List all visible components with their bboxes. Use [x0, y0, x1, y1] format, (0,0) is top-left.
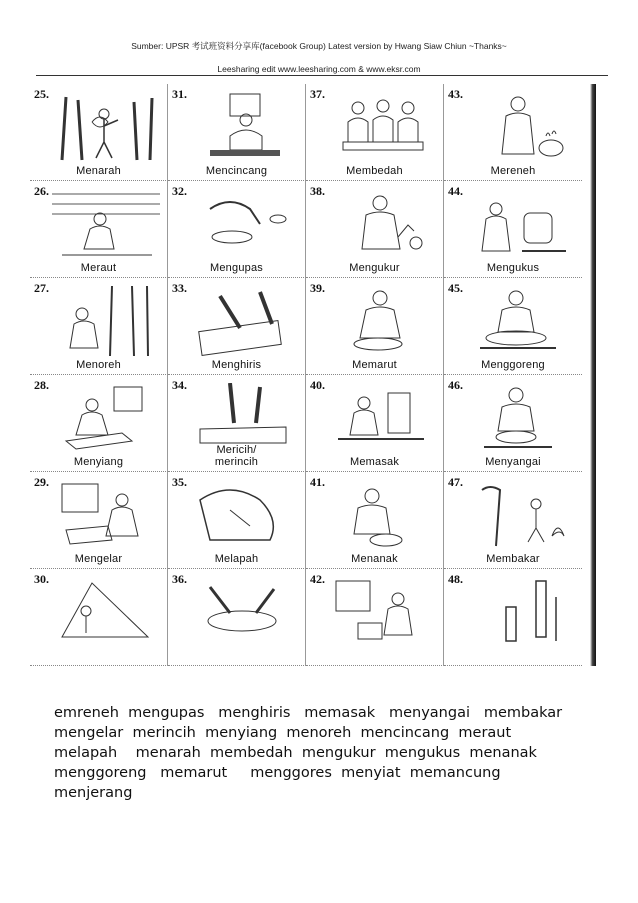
- man-whittling-icon: [52, 189, 160, 259]
- hands-plate-icon: [190, 577, 298, 647]
- question-number: 41.: [310, 475, 325, 489]
- picture-cell: [168, 569, 306, 666]
- picture-caption: Mengelar: [74, 553, 123, 565]
- picture-caption: Membedah: [346, 165, 403, 177]
- picture-caption: Memasak: [349, 456, 400, 468]
- picture-cell: [168, 375, 306, 472]
- boy-stove-icon: [328, 577, 436, 647]
- picture-cell: [30, 375, 168, 472]
- woman-kitchen-icon: [328, 383, 436, 453]
- woman-rice-pot-icon: [328, 480, 436, 550]
- word-bank-line: emreneh mengupas menghiris memasak menyangai membakar: [54, 705, 563, 721]
- picture-cell: [30, 472, 168, 569]
- trees-person-icon: [52, 92, 160, 162]
- picture-cell: [444, 375, 582, 472]
- question-number: 45.: [448, 281, 463, 295]
- picture-cell: [306, 472, 444, 569]
- picture-caption: Melapah: [214, 553, 259, 565]
- picture-cell: [306, 278, 444, 375]
- woman-pot-icon: [466, 92, 574, 162]
- picture-cell: [168, 181, 306, 278]
- picture-caption: Mengupas: [210, 262, 263, 274]
- butchering-icon: [190, 480, 298, 550]
- question-number: 42.: [310, 572, 325, 586]
- boy-tree-icon: [52, 577, 160, 647]
- website-credit-line: Leesharing edit www.leesharing.com & www.eksr.com: [217, 64, 421, 74]
- question-number: 43.: [448, 87, 463, 101]
- question-number: 28.: [34, 378, 49, 392]
- picture-cell: [306, 181, 444, 278]
- man-burning-icon: [466, 480, 574, 550]
- question-number: 46.: [448, 378, 463, 392]
- picture-cell: [306, 375, 444, 472]
- word-bank-line: mengelar merincih menyiang menoreh mencincang meraut: [54, 725, 512, 741]
- question-number: 31.: [172, 87, 187, 101]
- picture-grid: [30, 84, 582, 666]
- question-number: 33.: [172, 281, 187, 295]
- picture-cell: [444, 569, 582, 666]
- picture-cell: [444, 181, 582, 278]
- picture-caption: Mencincang: [205, 165, 268, 177]
- question-number: 27.: [34, 281, 49, 295]
- picture-caption: Menghiris: [211, 359, 262, 371]
- header-divider: [36, 75, 608, 76]
- question-number: 37.: [310, 87, 325, 101]
- question-number: 48.: [448, 572, 463, 586]
- surgeons-icon: [328, 92, 436, 162]
- woman-slicing-fish-icon: [52, 480, 160, 550]
- word-bank: [54, 703, 614, 803]
- source-credit-line: Sumber: UPSR 考试班资料分享库(facebook Group) Latest version by Hwang Siaw Chiun ~Thanks~: [131, 41, 507, 51]
- question-number: 32.: [172, 184, 187, 198]
- picture-caption: Mereneh: [490, 165, 536, 177]
- hands-slicing-icon: [190, 286, 298, 356]
- woman-cleaning-fish-icon: [52, 383, 160, 453]
- candles-icon: [466, 577, 574, 647]
- picture-cell: [306, 84, 444, 181]
- woman-grating-icon: [328, 189, 436, 259]
- hands-cutting-icon: [190, 383, 298, 453]
- question-number: 29.: [34, 475, 49, 489]
- question-number: 34.: [172, 378, 187, 392]
- woman-basin-icon: [328, 286, 436, 356]
- picture-caption: Menggoreng: [481, 359, 545, 371]
- picture-caption: Memarut: [352, 359, 397, 371]
- picture-cell: [444, 472, 582, 569]
- picture-caption: Meraut: [80, 262, 117, 274]
- picture-caption: Menyiang: [73, 456, 124, 468]
- question-number: 26.: [34, 184, 49, 198]
- picture-cell: [444, 84, 582, 181]
- picture-caption: Membakar: [486, 553, 540, 565]
- question-number: 25.: [34, 87, 49, 101]
- question-number: 44.: [448, 184, 463, 198]
- woman-steamer-icon: [466, 189, 574, 259]
- picture-cell: [30, 84, 168, 181]
- question-number: 47.: [448, 475, 463, 489]
- rubber-tapper-icon: [52, 286, 160, 356]
- picture-cell: [168, 278, 306, 375]
- picture-caption: Mengukus: [486, 262, 540, 274]
- question-number: 30.: [34, 572, 49, 586]
- word-bank-line: menggoreng memarut menggores menyiat memancung: [54, 765, 501, 781]
- picture-caption: Menarah: [76, 165, 121, 177]
- picture-caption: Menoreh: [76, 359, 121, 371]
- man-frying-icon: [466, 286, 574, 356]
- hands-peeling-icon: [190, 189, 298, 259]
- question-number: 38.: [310, 184, 325, 198]
- word-bank-line: menjerang: [54, 785, 133, 801]
- question-number: 35.: [172, 475, 187, 489]
- picture-worksheet: [30, 84, 582, 666]
- picture-cell: [168, 84, 306, 181]
- chef-chopping-icon: [190, 92, 298, 162]
- scan-edge: [590, 84, 596, 666]
- picture-caption: Menanak: [351, 553, 398, 565]
- picture-cell: [306, 569, 444, 666]
- picture-caption: Mengukur: [349, 262, 400, 274]
- man-wok-icon: [466, 383, 574, 453]
- picture-cell: [444, 278, 582, 375]
- picture-cell: [30, 569, 168, 666]
- picture-cell: [30, 278, 168, 375]
- picture-caption: Mericih/ merincih: [214, 444, 259, 468]
- question-number: 36.: [172, 572, 187, 586]
- word-bank-line: melapah menarah membedah mengukur mengukus menanak: [54, 745, 537, 761]
- question-number: 39.: [310, 281, 325, 295]
- picture-cell: [30, 181, 168, 278]
- picture-caption: Menyangai: [485, 456, 541, 468]
- picture-cell: [168, 472, 306, 569]
- question-number: 40.: [310, 378, 325, 392]
